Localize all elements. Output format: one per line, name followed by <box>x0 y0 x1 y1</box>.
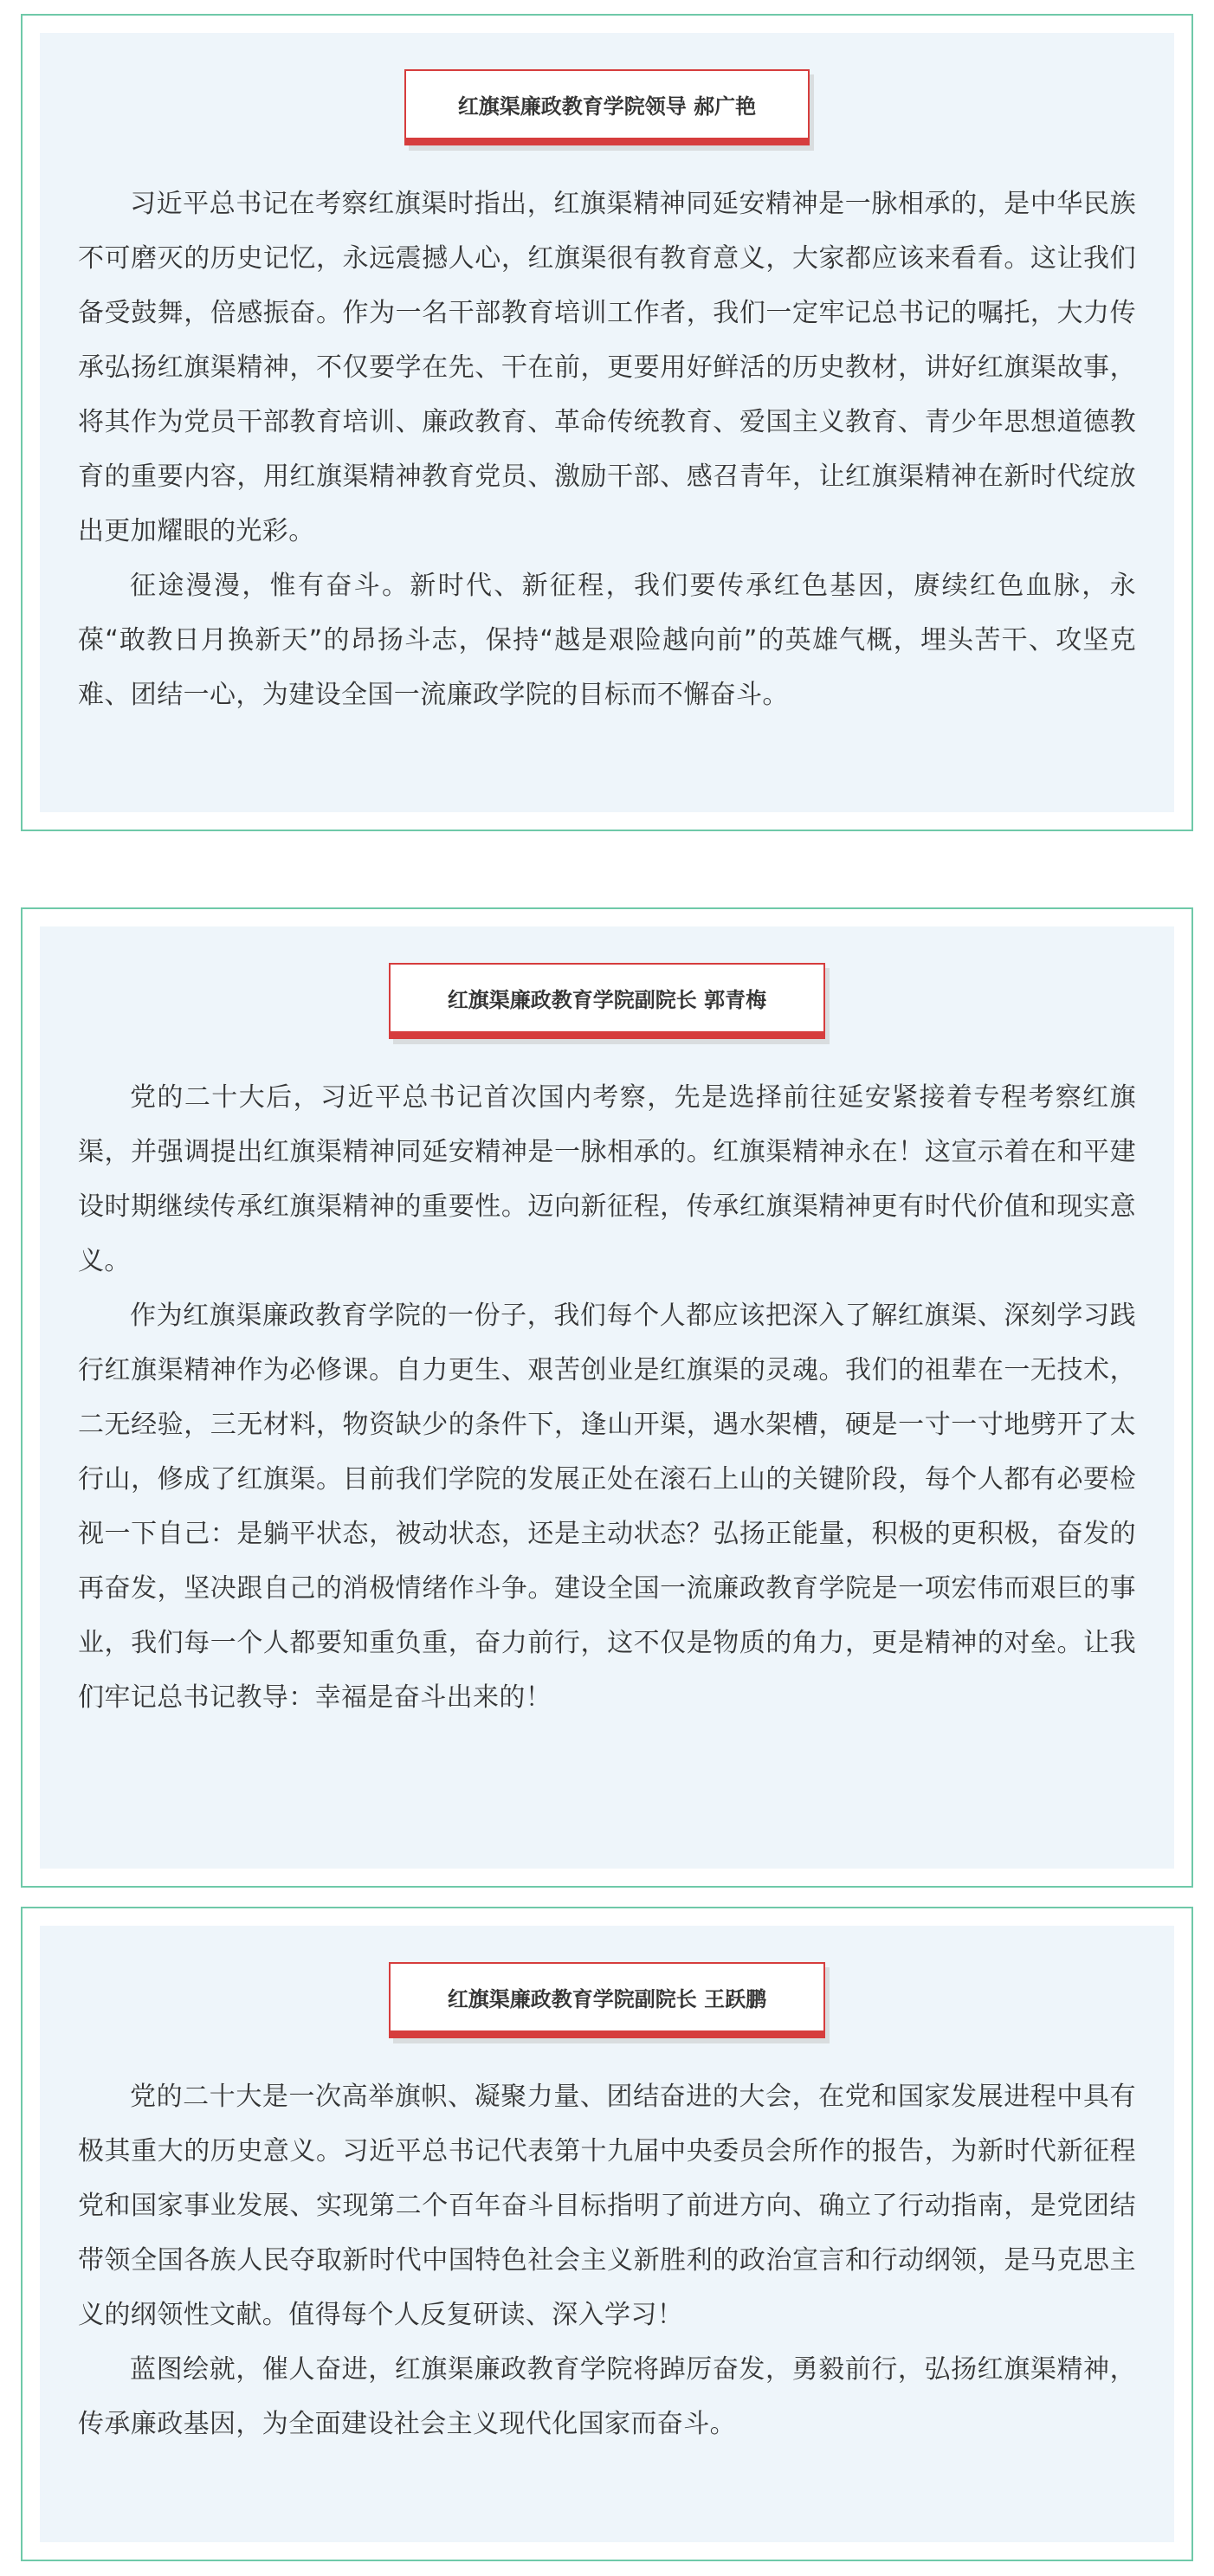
section-card-3-panel <box>40 1926 1174 2542</box>
section-title-3: 红旗渠廉政教育学院副院长 王跃鹏 <box>389 1962 825 2038</box>
section-card-1-panel <box>40 33 1174 812</box>
section-card-1 <box>21 14 1193 831</box>
section-title-frame-1 <box>404 69 810 145</box>
section-body-1 <box>78 177 1136 722</box>
section-card-2-panel <box>40 926 1174 1869</box>
section-title-frame-2 <box>389 963 825 1039</box>
paragraph: 习近平总书记在考察红旗渠时指出，红旗渠精神同延安精神是一脉相承的，是中华民族不可磨灭的历史记忆，永远震撼人心，红旗渠很有教育意义，大家都应该来看看。这让我们备受鼓舞，倍感振奋。作为一名干部教育培训工作者，我们一定牢记总书记的嘱托，大力传承弘扬红旗渠精神，不仅要学在先、干在前，更要用好鲜活的历史教材，讲好红旗渠故事，将其作为党员干部教育培训、廉政教育、革命传统教育、爱国主义教育、青少年思想道德教育的重要内容，用红旗渠精神教育党员、激励干部、感召青年，让红旗渠精神在新时代绽放出更加耀眼的光彩。 <box>78 189 1136 546</box>
paragraph: 蓝图绘就，催人奋进，红旗渠廉政教育学院将踔厉奋发，勇毅前行，弘扬红旗渠精神，传承廉政基因，为全面建设社会主义现代化国家而奋斗。 <box>78 2354 1136 2439</box>
section-title-frame-3 <box>389 1962 825 2038</box>
section-card-2 <box>21 907 1193 1888</box>
paragraph: 党的二十大后，习近平总书记首次国内考察，先是选择前往延安紧接着专程考察红旗渠，并强调提出红旗渠精神同延安精神是一脉相承的。红旗渠精神永在！这宣示着在和平建设时期继续传承红旗渠精神的重要性。迈向新征程，传承红旗渠精神更有时代价值和现实意义。 <box>78 1082 1136 1276</box>
section-body-2 <box>78 1070 1136 1725</box>
section-card-3 <box>21 1907 1193 2561</box>
paragraph: 征途漫漫，惟有奋斗。新时代、新征程，我们要传承红色基因，赓续红色血脉，永葆“敢教日月换新天”的昂扬斗志，保持“越是艰险越向前”的英雄气概，埋头苦干、攻坚克难、团结一心，为建设全国一流廉政学院的目标而不懈奋斗。 <box>78 571 1136 710</box>
paragraph: 作为红旗渠廉政教育学院的一份子，我们每个人都应该把深入了解红旗渠、深刻学习践行红旗渠精神作为必修课。自力更生、艰苦创业是红旗渠的灵魂。我们的祖辈在一无技术，二无经验，三无材料，物资缺少的条件下，逢山开渠，遇水架槽，硬是一寸一寸地劈开了太行山，修成了红旗渠。目前我们学院的发展正处在滚石上山的关键阶段，每个人都有必要检视一下自己：是躺平状态，被动状态，还是主动状态？弘扬正能量，积极的更积极，奋发的再奋发，坚决跟自己的消极情绪作斗争。建设全国一流廉政教育学院是一项宏伟而艰巨的事业，我们每一个人都要知重负重，奋力前行，这不仅是物质的角力，更是精神的对垒。让我们牢记总书记教导：幸福是奋斗出来的！ <box>78 1301 1136 1713</box>
section-body-3 <box>78 2069 1136 2451</box>
section-title-2: 红旗渠廉政教育学院副院长 郭青梅 <box>389 963 825 1039</box>
paragraph: 党的二十大是一次高举旗帜、凝聚力量、团结奋进的大会，在党和国家发展进程中具有极其重大的历史意义。习近平总书记代表第十九届中央委员会所作的报告，为新时代新征程党和国家事业发展、实现第二个百年奋斗目标指明了前进方向、确立了行动指南，是党团结带领全国各族人民夺取新时代中国特色社会主义新胜利的政治宣言和行动纲领，是马克思主义的纲领性文献。值得每个人反复研读、深入学习！ <box>78 2082 1136 2330</box>
section-title-1: 红旗渠廉政教育学院领导 郝广艳 <box>404 69 810 145</box>
